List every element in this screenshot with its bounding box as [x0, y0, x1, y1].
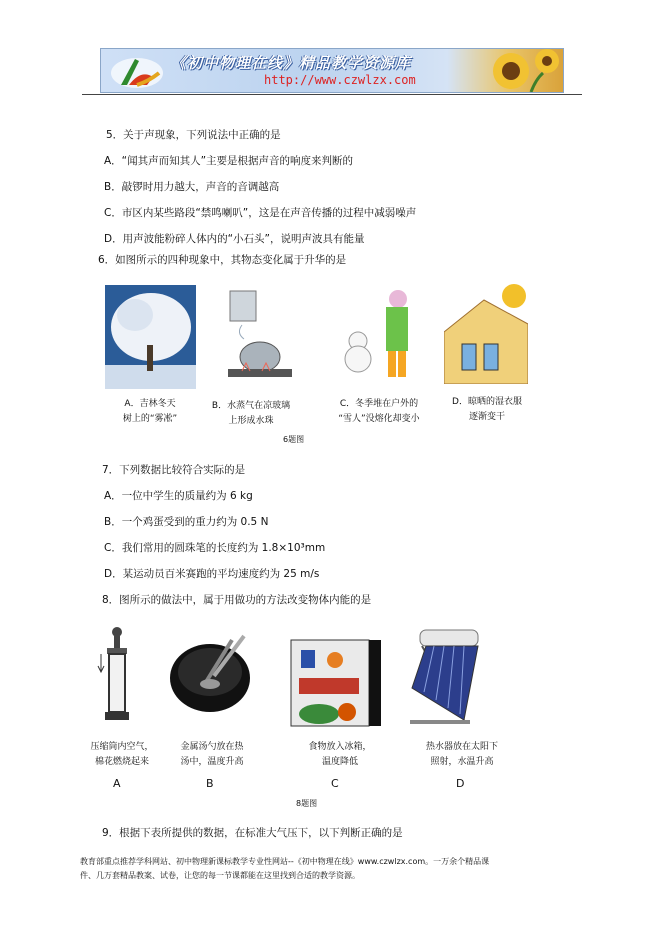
- q8-caption-a: 压缩筒内空气， 棉花燃烧起来: [90, 742, 154, 767]
- q6-caption-c: C．冬季堆在户外的 “雪人”没熔化却变小: [338, 399, 420, 424]
- page-footer: [80, 855, 600, 883]
- question-9-stem: 9．根据下表所提供的数据，在标准大气压下，以下判断正确的是: [102, 827, 403, 839]
- q8-caption-c: 食物放入冰箱， 温度降低: [308, 742, 372, 767]
- frosted-tree-image: [105, 285, 196, 389]
- question-5-option-b: B．敲锣时用力越大，声音的音调越高: [104, 181, 280, 193]
- logo-icon: [107, 51, 167, 91]
- question-8-stem: 8．图所示的做法中，属于用做功的方法改变物体内能的是: [102, 594, 372, 606]
- question-5-option-a: A．“闻其声而知其人”主要是根据声音的响度来判断的: [104, 155, 354, 167]
- q8-caption-b: 金属汤勺放在热 汤中，温度升高: [180, 742, 244, 767]
- q8-letter-d: D: [456, 777, 465, 790]
- question-5-option-d: D．用声波能粉碎人体内的“小石头”，说明声波具有能量: [104, 233, 365, 245]
- q8-letter-a: A: [113, 777, 121, 790]
- question-7-option-c: C．我们常用的圆珠笔的长度约为 1.8×10³mm: [104, 542, 326, 554]
- fridge-food-image: [289, 638, 385, 728]
- banner-title: 《初中物理在线》精品教学资源库: [171, 54, 412, 72]
- q8-caption-d: 热水器放在太阳下 照射，水温升高: [425, 742, 498, 767]
- q6-caption-d: D．晾晒的湿衣服 逐渐变干: [452, 397, 522, 422]
- question-7-option-b: B．一个鸡蛋受到的重力约为 0.5 N: [104, 516, 269, 528]
- air-compressor-image: [95, 626, 135, 726]
- question-7-option-a: A．一位中学生的质量约为 6 kg: [104, 490, 253, 502]
- header-banner: [100, 48, 564, 93]
- question-7-stem: 7．下列数据比较符合实际的是: [102, 464, 246, 476]
- q6-caption-b: B．水蒸气在凉玻璃 上形成水珠: [211, 401, 291, 426]
- solar-heater-image: [404, 628, 486, 730]
- q6-caption-a: A．吉林冬天 树上的“雾凇”: [122, 399, 178, 424]
- drying-clothes-image: [444, 284, 528, 384]
- bowl-spoon-image: [168, 632, 254, 718]
- footer-line-2: 件、几万套精品教案、试卷，让您的每一节课都能在这里找到合适的教学资源。: [80, 871, 360, 880]
- footer-line-1: 教育部重点推荐学科网站、初中物理新课标教学专业性网站--《初中物理在线》www.czwlzx.com。一万余个精品课: [80, 857, 490, 866]
- header-rule: [82, 94, 582, 95]
- snowman-child-image: [328, 285, 418, 383]
- kettle-steam-image: [212, 285, 300, 383]
- sunflower-icon: [481, 49, 563, 92]
- q6-figure-label: 6题图: [283, 435, 305, 444]
- question-6-stem: 6．如图所示的四种现象中，其物态变化属于升华的是: [98, 254, 347, 266]
- question-5-option-c: C．市区内某些路段“禁鸣喇叭”，这是在声音传播的过程中减弱噪声: [104, 207, 417, 219]
- question-7-option-d: D．某运动员百米赛跑的平均速度约为 25 m/s: [104, 568, 320, 580]
- question-5-stem: 5．关于声现象，下列说法中正确的是: [106, 129, 281, 141]
- q8-letter-b: B: [206, 777, 214, 790]
- q8-letter-c: C: [331, 777, 339, 790]
- banner-url[interactable]: http://www.czwlzx.com: [264, 73, 416, 87]
- q8-figure-label: 8题图: [296, 799, 318, 808]
